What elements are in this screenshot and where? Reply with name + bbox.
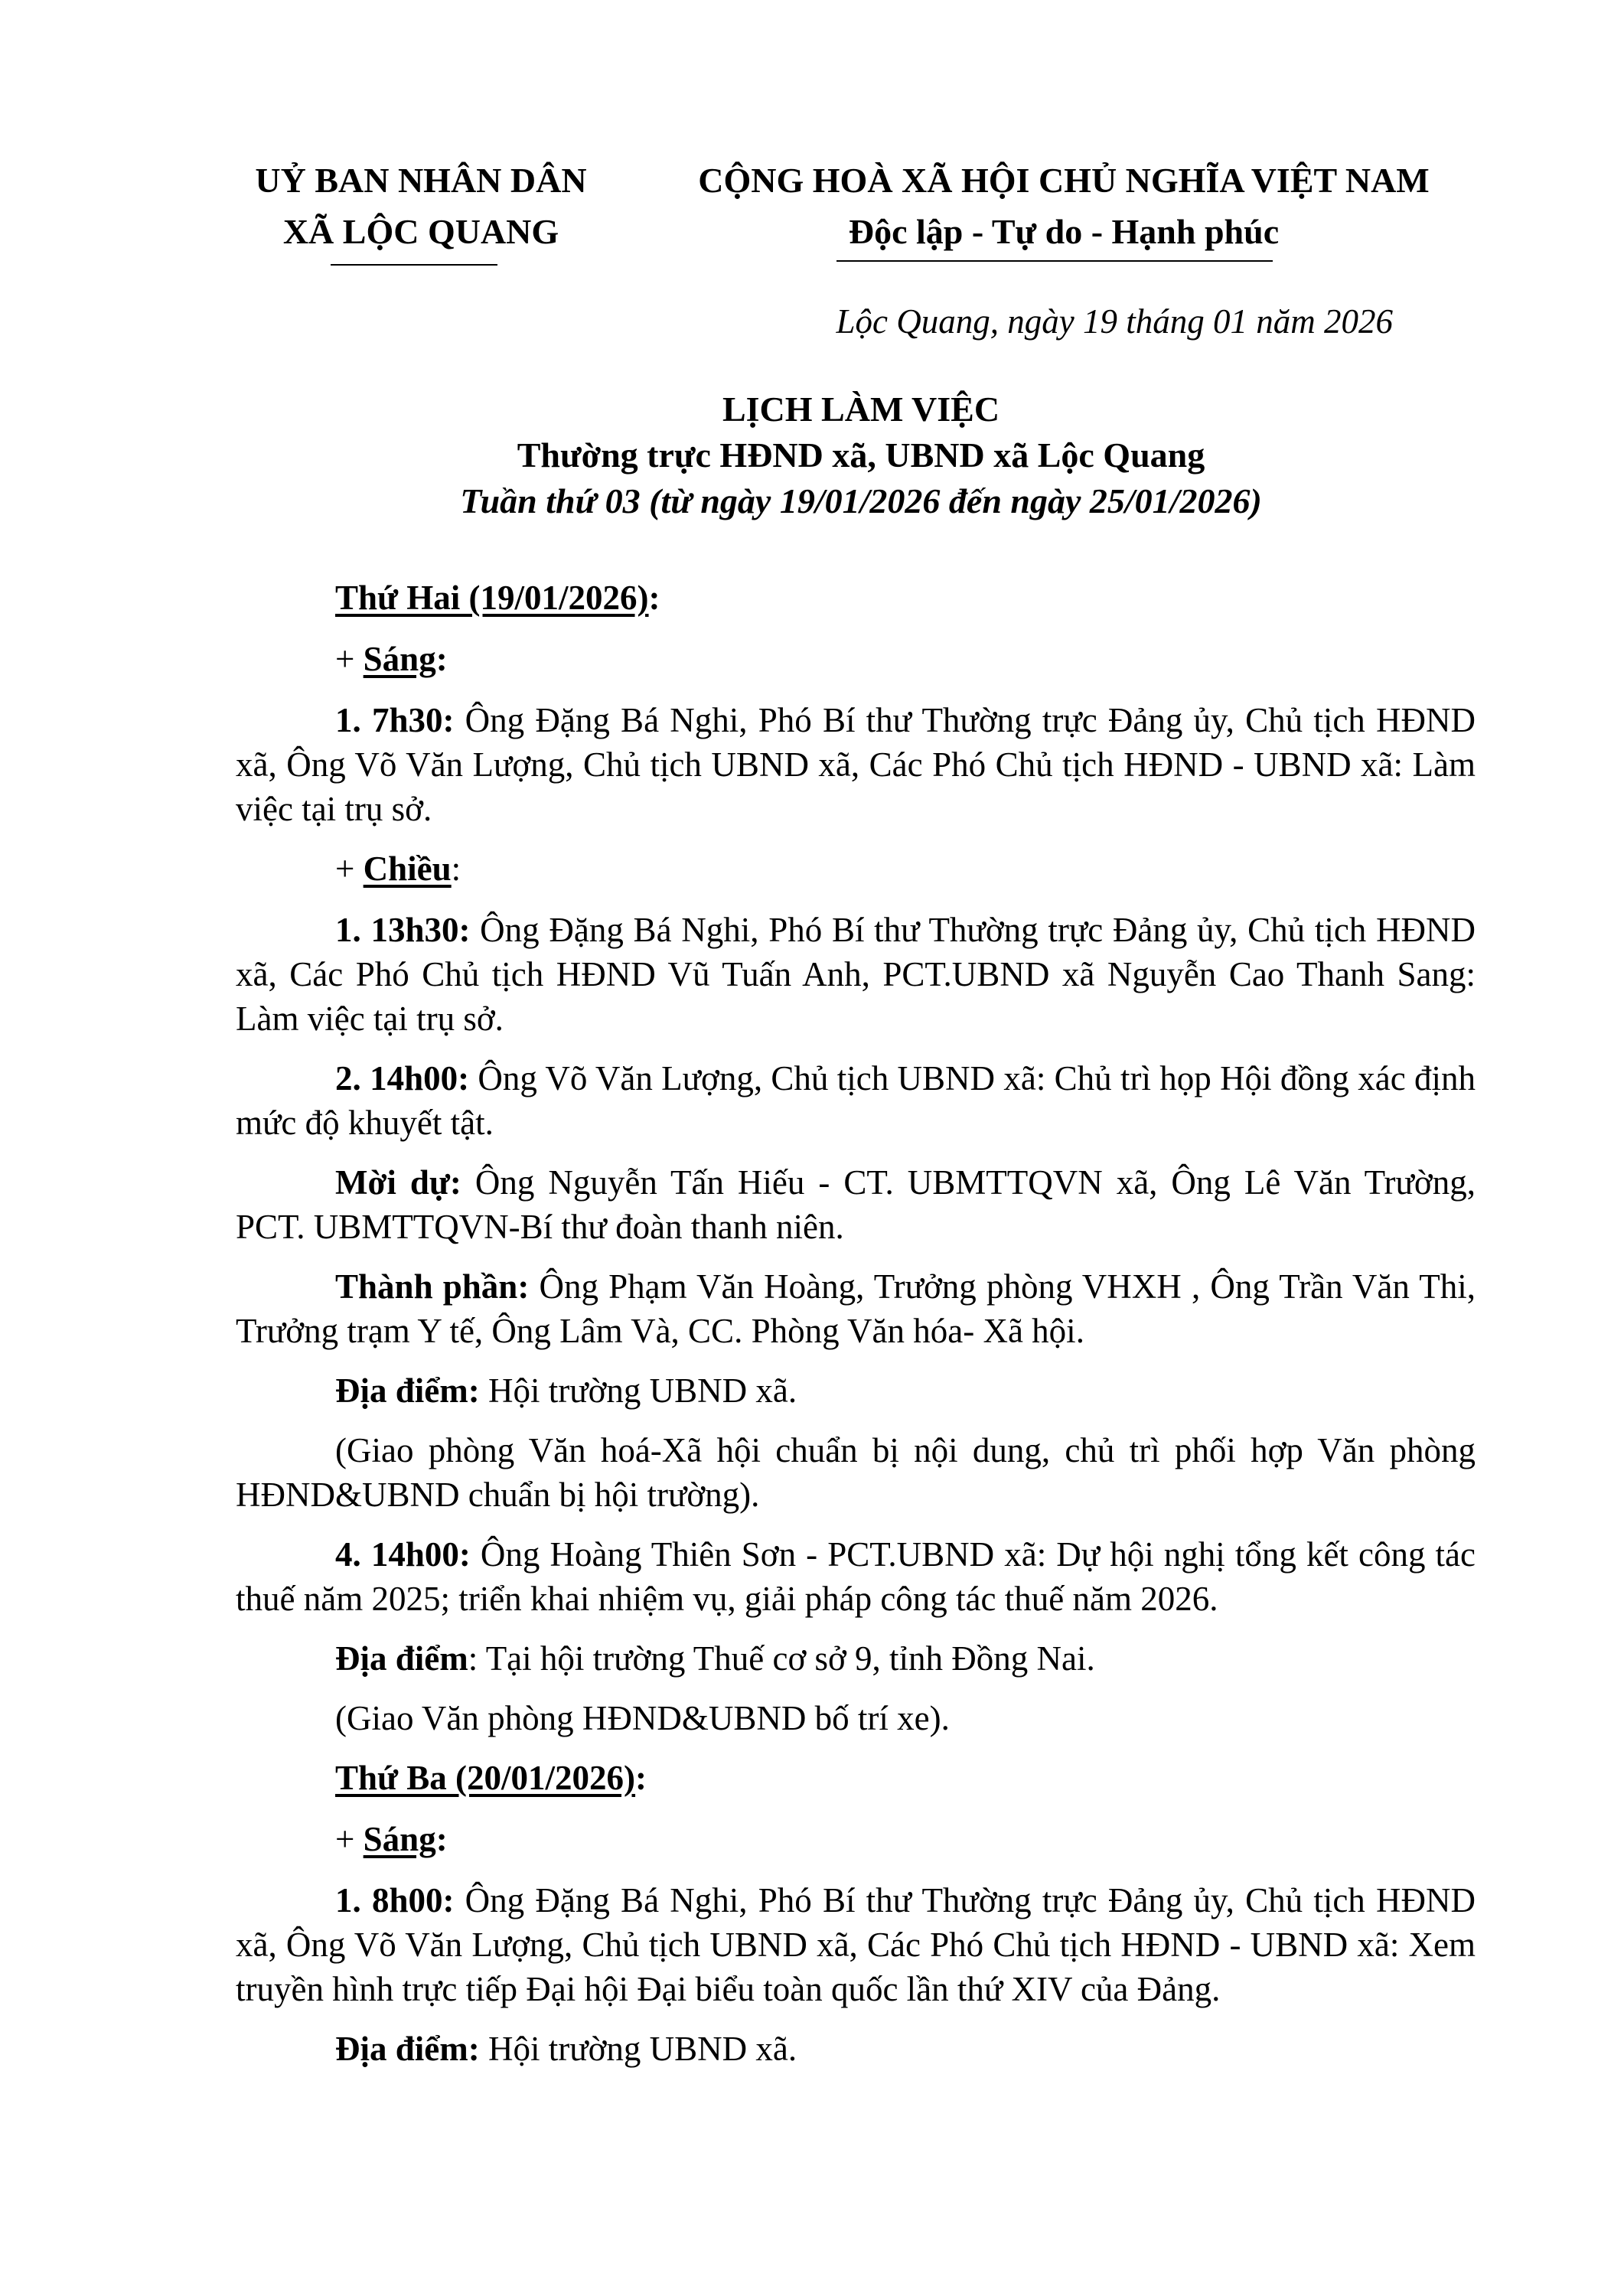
item-text: Ông Đặng Bá Nghi, Phó Bí thư Thường trực Đảng ủy, Chủ tịch HĐND xã, Ông Võ Văn Lượng, Chủ tịch UBND xã, Các Phó Chủ tịch HĐND - UBND xã: Xem truyền hình trực tiếp Đại hội Đại biểu toàn quốc lần thứ XIV của Đảng.	[236, 1881, 1476, 2008]
schedule-item	[236, 698, 1476, 831]
national-motto-header	[635, 155, 1492, 257]
item-text: Ông Phạm Văn Hoàng, Trưởng phòng VHXH , Ông Trần Văn Thi, Trưởng trạm Y tế, Ông Lâm Và, CC. Phòng Văn hóa- Xã hội.	[236, 1267, 1476, 1350]
day-suffix: :	[635, 1759, 647, 1797]
schedule-item	[236, 1636, 1476, 1681]
item-lead: 4. 14h00:	[335, 1535, 471, 1574]
day-label: Thứ Hai (19/01/2026)	[335, 579, 649, 617]
item-lead: 2. 14h00:	[335, 1059, 470, 1097]
item-lead: Địa điểm:	[335, 1371, 480, 1410]
schedule-item	[236, 1532, 1476, 1621]
item-lead: 1. 8h00:	[335, 1881, 455, 1919]
schedule-item	[236, 1696, 1476, 1740]
agency-underline	[331, 264, 497, 266]
item-lead: 1. 13h30:	[335, 911, 471, 949]
agency-line-1: UỶ BAN NHÂN DÂN	[255, 161, 587, 200]
item-text: Ông Võ Văn Lượng, Chủ tịch UBND xã: Chủ trì họp Hội đồng xác định mức độ khuyết tật.	[236, 1059, 1476, 1142]
schedule-item	[236, 1160, 1476, 1249]
session-heading	[236, 637, 1476, 681]
session-suffix: :	[451, 850, 461, 888]
item-text: Ông Hoàng Thiên Sơn - PCT.UBND xã: Dự hội nghị tổng kết công tác thuế năm 2025; triển khai nhiệm vụ, giải pháp công tác thuế năm 2026.	[236, 1535, 1476, 1618]
schedule-item	[236, 1264, 1476, 1353]
item-lead: 1. 7h30:	[335, 701, 455, 739]
session-label: Sáng	[363, 640, 436, 678]
session-label: Chiều	[363, 850, 452, 888]
session-suffix: :	[435, 640, 448, 678]
schedule-item	[236, 1428, 1476, 1517]
schedule-item	[236, 1368, 1476, 1413]
session-prefix: +	[335, 1820, 364, 1858]
item-text: Ông Nguyễn Tấn Hiếu - CT. UBMTTQVN xã, Ông Lê Văn Trường, PCT. UBMTTQVN-Bí thư đoàn thanh niên.	[236, 1163, 1476, 1246]
motto-underline	[836, 260, 1273, 262]
title-line-1: LỊCH LÀM VIỆC	[722, 390, 1000, 429]
document-title	[230, 386, 1492, 524]
schedule-item	[236, 1878, 1476, 2011]
item-text: Hội trường UBND xã.	[479, 1371, 797, 1410]
nation-line-1: CỘNG HOÀ XÃ HỘI CHỦ NGHĨA VIỆT NAM	[698, 161, 1430, 200]
session-label: Sáng	[363, 1820, 436, 1858]
item-lead: Mời dự:	[335, 1163, 461, 1202]
day-suffix: :	[648, 579, 660, 617]
agency-header	[207, 155, 635, 257]
item-lead: Thành phần:	[335, 1267, 530, 1306]
session-prefix: +	[335, 640, 364, 678]
title-line-3: Tuần thứ 03 (từ ngày 19/01/2026 đến ngày 25/01/2026)	[460, 481, 1262, 520]
agency-line-2: XÃ LỘC QUANG	[282, 212, 559, 251]
item-text: Ông Đặng Bá Nghi, Phó Bí thư Thường trực Đảng ủy, Chủ tịch HĐND xã, Ông Võ Văn Lượng, Chủ tịch UBND xã, Các Phó Chủ tịch HĐND - UBND xã: Làm việc tại trụ sở.	[236, 701, 1476, 828]
nation-line-2: Độc lập - Tự do - Hạnh phúc	[848, 212, 1280, 251]
schedule-body	[236, 576, 1476, 2086]
schedule-item	[236, 2027, 1476, 2071]
session-suffix: :	[435, 1820, 448, 1858]
day-heading	[236, 1756, 1476, 1800]
session-prefix: +	[335, 850, 364, 888]
item-lead: Địa điểm	[335, 1639, 468, 1678]
schedule-item	[236, 1056, 1476, 1145]
item-text: Hội trường UBND xã.	[479, 2030, 797, 2068]
item-text: (Giao phòng Văn hoá-Xã hội chuẩn bị nội dung, chủ trì phối hợp Văn phòng HĐND&UBND chuẩn bị hội trường).	[236, 1431, 1476, 1514]
item-text: Ông Đặng Bá Nghi, Phó Bí thư Thường trực Đảng ủy, Chủ tịch HĐND xã, Các Phó Chủ tịch HĐND Vũ Tuấn Anh, PCT.UBND xã Nguyễn Cao Thanh Sang: Làm việc tại trụ sở.	[236, 911, 1476, 1038]
title-line-2: Thường trực HĐND xã, UBND xã Lộc Quang	[517, 435, 1205, 475]
schedule-item	[236, 908, 1476, 1041]
place-date: Lộc Quang, ngày 19 tháng 01 năm 2026	[836, 302, 1393, 341]
item-text: : Tại hội trường Thuế cơ sở 9, tỉnh Đồng Nai.	[468, 1639, 1095, 1678]
session-heading	[236, 1817, 1476, 1861]
item-text: (Giao Văn phòng HĐND&UBND bố trí xe).	[335, 1699, 950, 1737]
day-heading	[236, 576, 1476, 620]
item-lead: Địa điểm:	[335, 2030, 480, 2068]
day-label: Thứ Ba (20/01/2026)	[335, 1759, 636, 1797]
session-heading	[236, 846, 1476, 891]
